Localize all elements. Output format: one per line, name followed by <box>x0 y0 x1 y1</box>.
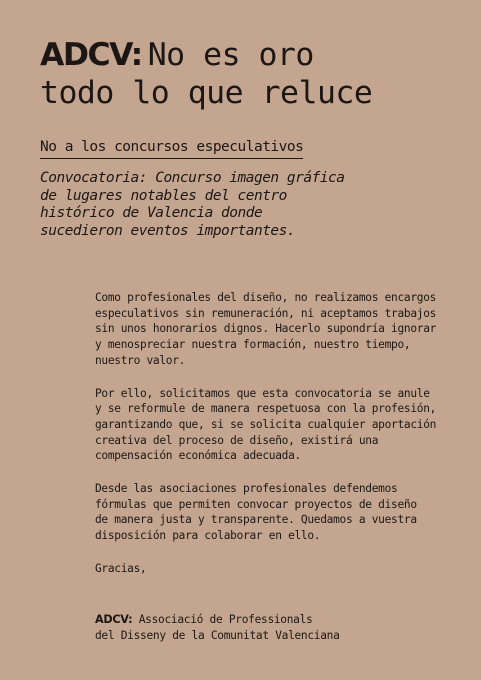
call-description: Convocatoria: Concurso imagen gráfica de lugares notables del centro histórico de Valencia donde sucedieron eventos importantes. <box>40 170 345 239</box>
letter-paragraph: Por ello, solicitamos que esta convocatoria se anule y se reformule de manera respetuosa con la profesión, garantizando que, si se solicita cualquier aportación creativa del proceso de diseño, existirá una compensación económica adecuada. <box>95 386 437 463</box>
poster-title <box>40 36 372 112</box>
poster-subtitle: No a los concursos especulativos <box>40 138 303 159</box>
letter-paragraph: Como profesionales del diseño, no realizamos encargos especulativos sin remuneración, ni aceptamos trabajos sin unos honorarios dignos. Hacerlo supondría ignorar y menospreciar nuestra formación, nuestro tiempo, nuestro valor. <box>95 291 437 367</box>
title-text: No es oro todo lo que reluce <box>40 37 373 111</box>
letter-closing: Gracias, <box>95 561 147 575</box>
letter-paragraph: Desde las asociaciones profesionales defendemos fórmulas que permiten convocar proyectos de diseño de manera justa y transparente. Quedamos a vuestra disposición para colaborar en ello. <box>95 482 417 543</box>
signature <box>95 612 340 644</box>
signature-text: Associació de Professionals del Disseny de la Comunitat Valenciana <box>95 613 340 642</box>
letter-body <box>95 290 455 594</box>
title-brand: ADCV: <box>40 37 142 73</box>
signature-brand: ADCV: <box>95 613 133 626</box>
